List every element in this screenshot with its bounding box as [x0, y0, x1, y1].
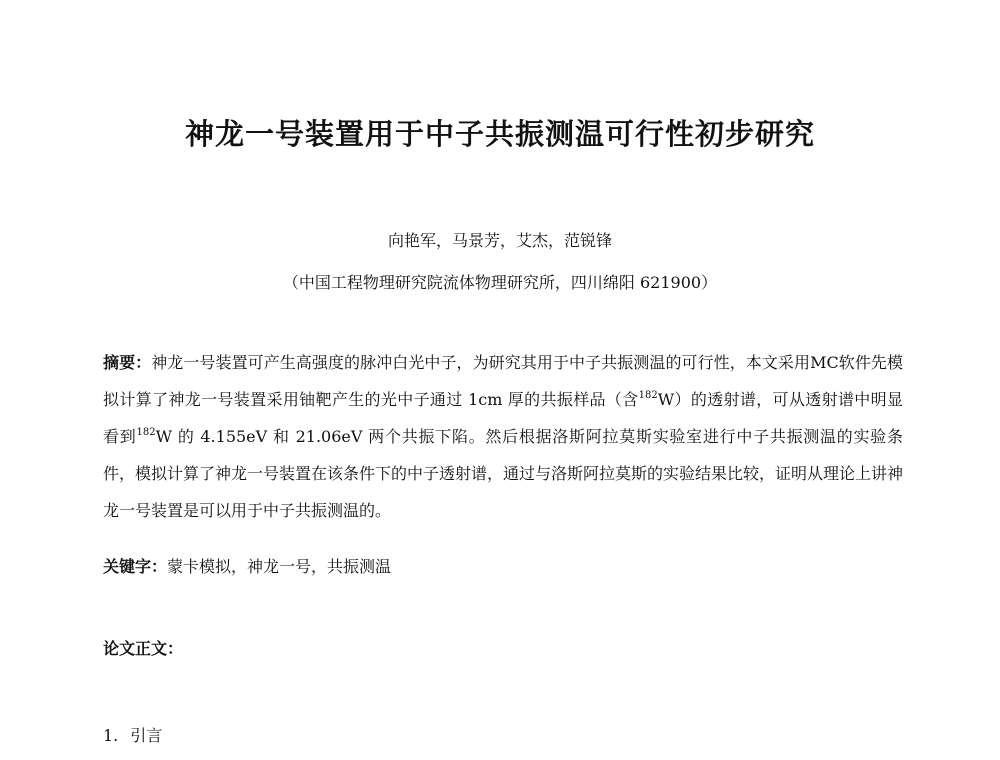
section-number: 1.: [103, 726, 119, 745]
affiliation: （中国工程物理研究院流体物理研究所，四川绵阳 621900）: [282, 273, 718, 292]
section-title: 引言: [130, 726, 163, 745]
body-heading: 论文正文：: [103, 639, 184, 658]
isotope-superscript-1: 182: [638, 390, 658, 401]
paper-title: 神龙一号装置用于中子共振测温可行性初步研究: [184, 117, 815, 151]
abstract-label: 摘要：: [103, 353, 152, 372]
section-heading: [103, 723, 162, 746]
keywords-text: 蒙卡模拟，神龙一号，共振测温: [167, 557, 392, 576]
abstract-text-part1: 神龙一号装置可产生高强度的脉冲白光中子，为研究其用于中子共振测温的可行性，本文采用MC软件先模拟计算了神龙一号装置采用铀靶产生的光中子通过 1cm 厚的共振样品（含: [103, 353, 903, 409]
author-list: 向艳军，马景芳，艾杰，范锐锋: [387, 231, 612, 250]
keywords-line: [103, 554, 903, 577]
abstract-text-part3: W 的 4.155eV 和 21.06eV 两个共振下陷。然后根据洛斯阿拉莫斯实验室进行中子共振测温的实验条件，模拟计算了神龙一号装置在该条件下的中子透射谱，通过与洛斯阿拉莫斯的实验结果比较，证明从理论上讲神龙一号装置是可以用于中子共振测温的。: [103, 427, 904, 520]
isotope-superscript-2: 182: [136, 427, 156, 438]
abstract-paragraph: [103, 344, 903, 529]
keywords-label: 关键字：: [103, 557, 168, 576]
abstract-text-part2: W）的透射谱，可从透射谱中明显看到: [103, 390, 903, 446]
